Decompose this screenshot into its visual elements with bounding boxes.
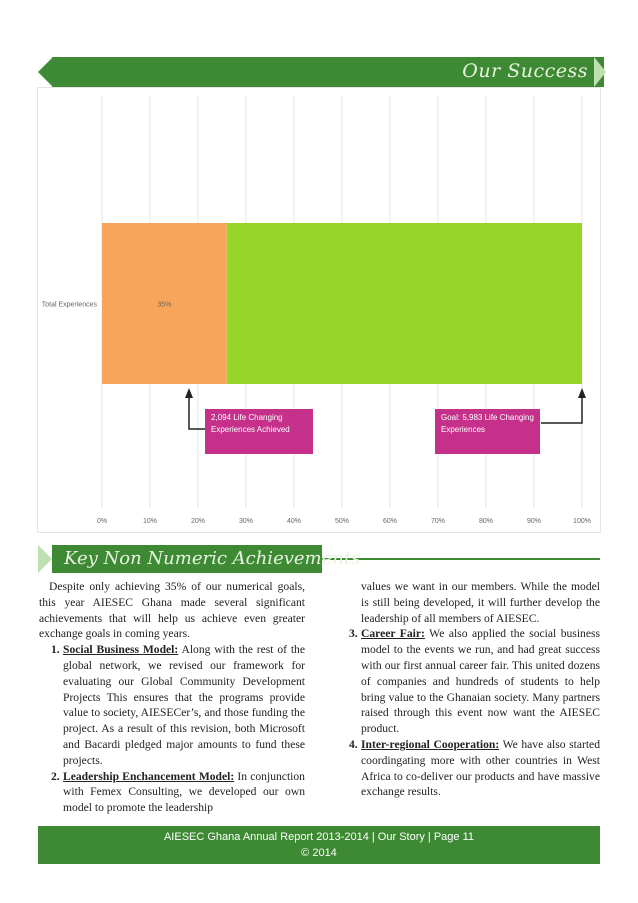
x-tick-label: 90%: [526, 518, 542, 525]
arrow-head-icon: [578, 388, 586, 398]
item-heading: Career Fair:: [361, 627, 425, 641]
our-success-banner: [38, 57, 604, 87]
banner-rule: [322, 558, 600, 560]
achieved-callout: 2,094 Life Changing Experiences Achieved: [205, 409, 313, 454]
category-label: Total Experiences: [41, 301, 97, 309]
intro-paragraph: Despite only achieving 35% of our numerical goals, this year AIESEC Ghana made several significant achievements that will help us achieve even greater exchange goals in coming years.: [39, 580, 305, 641]
goal-callout: Goal: 5,983 Life Changing Experiences: [435, 409, 540, 454]
item-text: We also applied the social business model to the events we run, and had great success with our first annual career fair. This united dozens of companies and hundreds of students to help bring value to the Ghanaian society. Many partners raised through this event now want the AIESEC product.: [361, 627, 601, 736]
list-item: [39, 642, 305, 768]
item-number: 4.: [349, 737, 358, 751]
data-label: 35%: [157, 301, 172, 309]
x-tick-label: 60%: [382, 518, 398, 525]
bar-segment: [227, 223, 582, 384]
achievements-list: [39, 642, 305, 816]
x-tick-label: 10%: [142, 518, 158, 525]
left-column: [39, 579, 305, 816]
item-text: Along with the rest of the global network, we revised our framework for evaluating our Global Community Development Projects This ensures that the programs provide value to society, AIESECer’s, and those funding the project. As a result of this revision, both Microsoft and Bacardi pledged major amounts to fund these projects.: [63, 643, 305, 767]
right-arrow-icon: [594, 57, 606, 87]
x-tick-label: 30%: [238, 518, 254, 525]
list-item: [337, 626, 600, 737]
key-achievements-banner: [38, 545, 600, 573]
x-tick-label: 20%: [190, 518, 206, 525]
achievements-list-continued: [337, 626, 600, 800]
item-heading: Social Business Model:: [63, 643, 179, 657]
list-item: [337, 737, 600, 800]
item-text: We have also started coordingating more with other countries in West Africa to co-deliver our products and have massive exchange results.: [361, 737, 600, 799]
item-number: 1.: [51, 643, 60, 657]
success-chart: [37, 87, 601, 533]
list-item: [39, 769, 305, 816]
x-tick-label: 100%: [573, 518, 591, 525]
achieved-arrow-line: [189, 396, 205, 429]
x-tick-label: 80%: [478, 518, 494, 525]
x-tick-label: 70%: [430, 518, 446, 525]
item-number: 3.: [349, 627, 358, 641]
left-arrow-icon: [38, 57, 53, 87]
arrow-head-icon: [185, 388, 193, 398]
right-arrow-icon: [38, 545, 52, 573]
x-tick-label: 40%: [286, 518, 302, 525]
x-tick-label: 50%: [334, 518, 350, 525]
x-tick-label: 0%: [96, 518, 108, 525]
right-column: [337, 579, 600, 800]
item-number: 2.: [51, 769, 60, 783]
footer-line-1: AIESEC Ghana Annual Report 2013-2014 | Our Story | Page 11: [163, 831, 475, 843]
page-footer: [38, 826, 600, 864]
item-heading: Inter-regional Cooperation:: [361, 737, 500, 751]
goal-arrow-line: [541, 396, 582, 423]
item-2-continued: values we want in our members. While the model is still being developed, it will further develop the leadership of all members of AIESEC.: [361, 580, 600, 625]
key-achievements-title: Key Non Numeric Achievements: [64, 548, 361, 569]
item-text: In conjunction with Femex Consulting, we developed our own model to promote the leadership: [63, 769, 305, 815]
footer-line-2: © 2014: [301, 847, 337, 859]
item-heading: Leadership Enchancement Model:: [63, 769, 235, 783]
our-success-title: Our Success: [462, 60, 588, 82]
chart-svg: [38, 88, 600, 532]
